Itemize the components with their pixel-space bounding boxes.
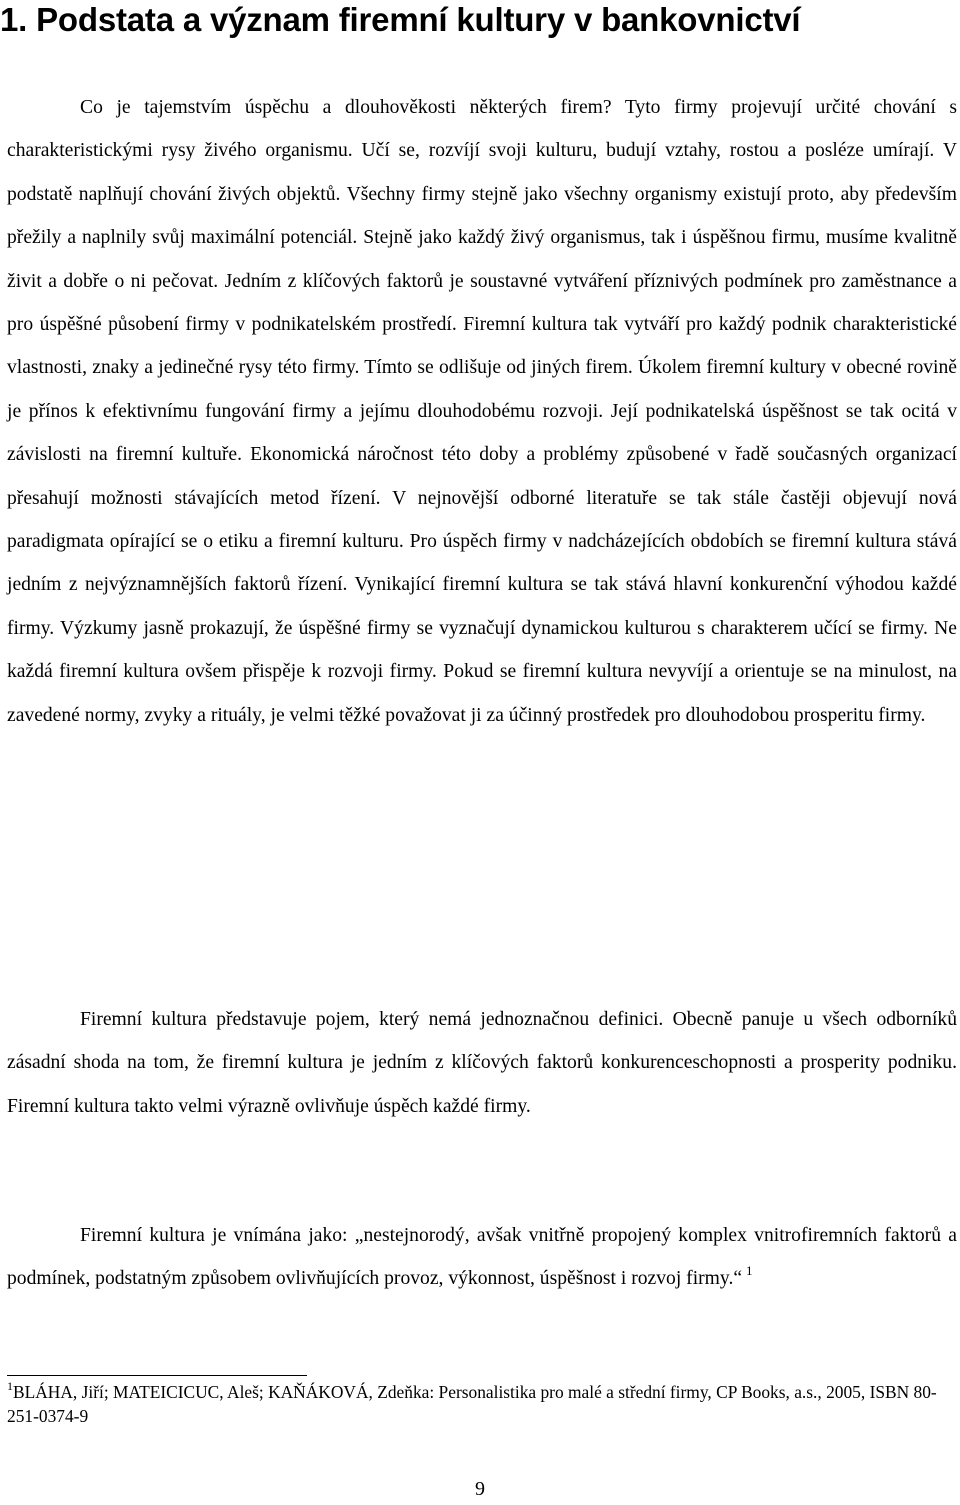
footnote-separator bbox=[7, 1375, 307, 1376]
paragraph-quote bbox=[7, 1214, 957, 1301]
footnote bbox=[7, 1380, 957, 1428]
footnote-mark: 1 bbox=[7, 1379, 13, 1393]
paragraph-intro: Co je tajemstvím úspěchu a dlouhověkosti některých firem? Tyto firmy projevují určité chování s charakteristickými rysy živého organismu. Učí se, rozvíjí svoji kulturu, budují vztahy, rostou a posléze umírají. V podstatě naplňují chování živých objektů. Všechny firmy stejně jako všechny organismy existují proto, aby především přežily a naplnily svůj maximální potenciál. Stejně jako každý živý organismus, tak i úspěšnou firmu, musíme kvalitně živit a dobře o ni pečovat. Jedním z klíčových faktorů je soustavné vytváření příznivých podmínek pro zaměstnance a pro úspěšné působení firmy v podnikatelském prostředí. Firemní kultura tak vytváří pro každý podnik charakteristické vlastnosti, znaky a jedinečné rysy této firmy. Tímto se odlišuje od jiných firem. Úkolem firemní kultury v obecné rovině je přínos k efektivnímu fungování firmy a jejímu dlouhodobému rozvoji. Její podnikatelská úspěšnost se tak ocitá v závislosti na firemní kultuře. Ekonomická náročnost této doby a problémy způsobené v řadě současných organizací přesahují možnosti stávajících metod řízení. V nejnovější odborné literatuře se tak stále častěji objevují nová paradigmata opírající se o etiku a firemní kulturu. Pro úspěch firmy v nadcházejících obdobích se firemní kultura stává jedním z nejvýznamnějších faktorů řízení. Vynikající firemní kultura se tak stává hlavní konkurenční výhodou každé firmy. Výzkumy jasně prokazují, že úspěšné firmy se vyznačují dynamickou kulturou s charakterem učící se firmy. Ne každá firemní kultura ovšem přispěje k rozvoji firmy. Pokud se firemní kultura nevyvíjí a orientuje se na minulost, na zavedené normy, zvyky a rituály, je velmi těžké považovat ji za účinný prostředek pro dlouhodobou prosperitu firmy. bbox=[7, 97, 957, 726]
footnote-text: BLÁHA, Jiří; MATEICICUC, Aleš; KAŇÁKOVÁ, Zdeňka: Personalistika pro malé a střední firmy, CP Books, a.s., 2005, ISBN 80-251-0374-9 bbox=[7, 1382, 937, 1426]
page-number: 9 bbox=[475, 1478, 485, 1500]
chapter-heading: 1. Podstata a význam firemní kultury v bankovnictví bbox=[0, 1, 801, 38]
paragraph-definition: Firemní kultura představuje pojem, který nemá jednoznačnou definici. Obecně panuje u všech odborníků zásadní shoda na tom, že firemní kultura je jedním z klíčových faktorů konkurenceschopnosti a prosperity podniku. Firemní kultura takto velmi výrazně ovlivňuje úspěch každé firmy. bbox=[7, 1009, 957, 1117]
footnote-reference[interactable]: 1 bbox=[746, 1263, 753, 1279]
paragraph-quote-text: Firemní kultura je vnímána jako: „nestejnorodý, avšak vnitřně propojený komplex vnitrofiremních faktorů a podmínek, podstatným způsobem ovlivňujících provoz, výkonnost, úspěšnost i rozvoj firmy.“ bbox=[7, 1225, 957, 1290]
